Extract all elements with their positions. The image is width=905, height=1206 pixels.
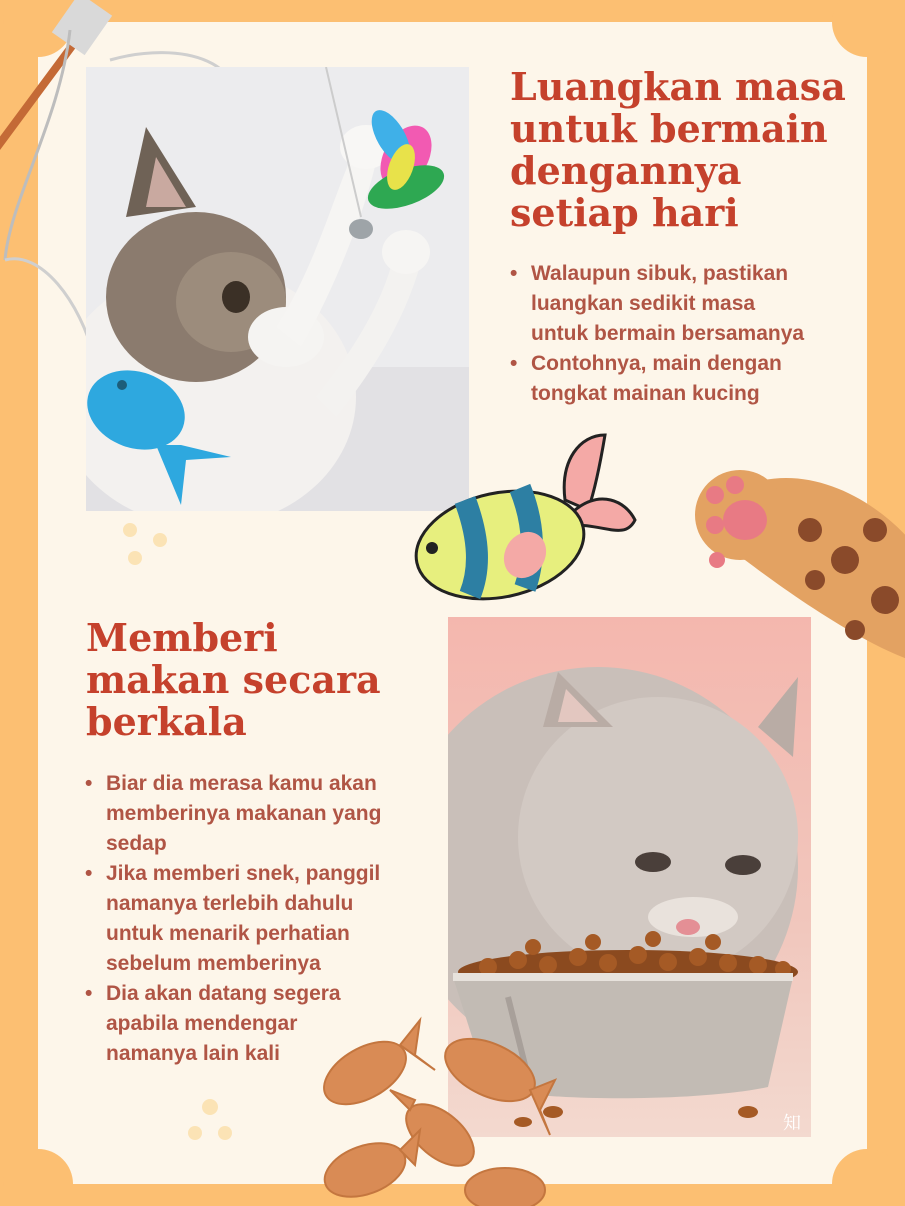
striped-fish-illustration — [410, 430, 640, 605]
watermark-text: 知 — [783, 1113, 801, 1134]
list-item: • Biar dia merasa kamu akan memberinya makanan yang sedap — [82, 769, 427, 859]
section1-bullet-list — [507, 259, 847, 409]
paw-dots-decoration — [115, 520, 175, 570]
list-item: • Walaupun sibuk, pastikan luangkan sedikit masa untuk bermain bersamanya — [507, 259, 847, 349]
paw-dots-decoration — [180, 1095, 240, 1145]
list-item: • Dia akan datang segera apabila mendengar namanya lain kali — [82, 979, 427, 1069]
list-item: • Jika memberi snek, panggil namanya terlebih dahulu untuk menarik perhatian sebelum memberinya — [82, 859, 427, 979]
list-item: • Contohnya, main dengan tongkat mainan kucing — [507, 349, 847, 409]
blue-fish-toy-illustration — [86, 365, 236, 505]
fish-crackers-illustration — [315, 1015, 565, 1206]
corner-decoration — [832, 1149, 902, 1206]
section2-title: Memberi makan secara berkala — [86, 615, 381, 744]
section1-title: Luangkan masa untuk bermain dengannya setiap hari — [510, 64, 846, 235]
